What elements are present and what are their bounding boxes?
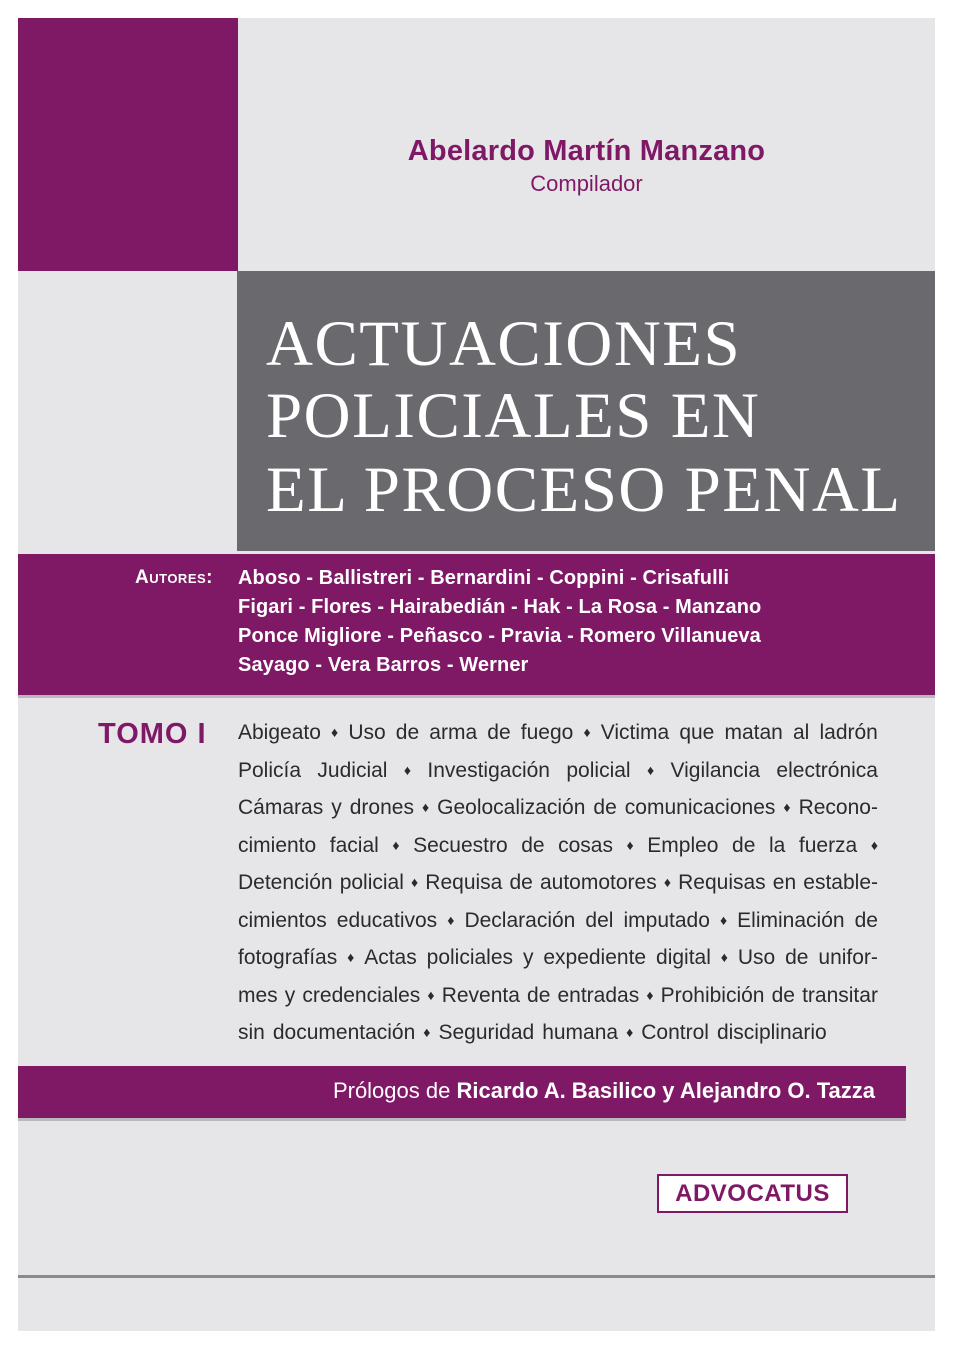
topic-word: Victima [600,721,670,744]
topic-word: fuerza [798,833,858,857]
diamond-bullet-icon: ♦ [331,724,339,740]
topic-word: al [792,721,810,744]
topic-word: de [771,983,795,1007]
diamond-bullet-icon: ♦ [626,1024,634,1040]
topic-word: Recono- [798,796,878,819]
topic-word: cosas [558,833,613,857]
diamond-bullet-icon: ♦ [347,949,355,965]
topic-line [238,977,878,1015]
topic-word: y [522,946,534,969]
topic-word: que [679,721,715,744]
diamond-bullet-icon: ♦ [646,761,655,778]
topic-word: Geolocalización [437,796,586,819]
topic-word: Declaración [464,908,576,932]
topic-word: Empleo [647,833,719,857]
topic-word: facial [329,833,379,857]
compiler-role: Compilador [530,171,643,196]
authors-line-2: Figari - Flores - Hairabedián - Hak - La Rosa - Manzano [238,596,762,618]
authors-line-3: Ponce Migliore - Peñasco - Pravia - Romero Villanueva [238,625,761,647]
topic-word: sin [238,1021,265,1044]
topic-line [238,1014,878,1052]
diamond-bullet-icon: ♦ [646,986,654,1003]
topic-word: Control [641,1021,709,1044]
topic-word: ladrón [819,721,878,744]
diamond-bullet-icon: ♦ [447,911,455,928]
publisher-logo: ADVOCATUS [657,1174,848,1213]
topic-word: Uso [348,721,386,744]
diamond-bullet-icon: ♦ [720,949,728,965]
compiler-block [238,133,935,199]
topic-word: cimientos [238,908,327,932]
topic-line [238,827,878,865]
topic-word: matan [724,721,783,744]
topic-word: Seguridad [438,1021,535,1044]
bottom-rule [18,1275,935,1278]
book-title-line-2: POLICIALES EN [266,380,761,452]
compiler-name: Abelardo Martín Manzano [407,135,766,167]
diamond-bullet-icon: ♦ [392,836,400,853]
diamond-bullet-icon: ♦ [411,874,419,890]
topic-word: de [732,833,756,857]
diamond-bullet-icon: ♦ [403,761,412,778]
topic-word: policial [339,871,404,894]
topic-word: electrónica [776,758,878,782]
topic-line [238,864,878,902]
topic-word: estable- [803,871,878,894]
topic-word: expediente [543,946,647,969]
topic-word: Judicial [317,758,388,782]
topic-word: humana [542,1021,619,1044]
topic-word: de [487,721,511,744]
topic-word: Abigeato [238,721,321,744]
topic-word: Eliminación [737,908,845,932]
topic-word: educativos [336,908,438,932]
topic-word: y [331,796,342,819]
topic-line [238,902,878,940]
topic-line [238,752,878,790]
topic-word: policiales [426,946,514,969]
topic-word: en [772,871,797,894]
topic-word: de [509,871,533,894]
topic-word: de [527,983,551,1007]
topic-word: de [854,908,878,932]
topic-word: Vigilancia [670,758,761,782]
topic-word: Reventa [441,983,520,1007]
topic-word: Prohibición [660,983,765,1007]
diamond-bullet-icon: ♦ [663,874,671,890]
topic-word: imputado [623,908,710,932]
topic-word: Uso [737,946,776,969]
topic-word: transitar [802,983,878,1007]
authors-line-1: Aboso - Ballistreri - Bernardini - Coppini - Crisafulli [238,567,730,589]
topic-word: fuego [520,721,574,744]
topic-word: Investigación [427,758,550,782]
title-block [237,271,935,551]
topic-word: fotografías [238,946,338,969]
topic-word: Requisas [678,871,766,894]
diamond-bullet-icon: ♦ [583,724,591,740]
topic-word: digital [656,946,711,969]
topic-word: unifor- [818,946,878,969]
topic-word: cimiento [238,833,317,857]
diamond-bullet-icon: ♦ [421,799,430,815]
topic-word: Policía [238,758,302,782]
topic-word: de [395,721,420,744]
topic-word: drones [349,796,414,819]
authors-label: Autores: [135,567,213,588]
diamond-bullet-icon: ♦ [870,836,878,853]
prologue-names: Ricardo A. Basilico y Alejandro O. Tazza [456,1078,875,1103]
book-title-line-3: EL PROCESO PENAL [266,454,902,526]
topic-word: del [585,908,614,932]
topic-word: Detención [238,871,333,894]
authors-line-4: Sayago - Vera Barros - Werner [238,654,529,676]
diamond-bullet-icon: ♦ [423,1024,431,1040]
topic-word: Requisa [425,871,503,894]
prologue-text [333,1078,875,1104]
topic-word: arma [429,721,478,744]
topic-word: entradas [557,983,640,1007]
topic-word: la [768,833,786,857]
topic-word: de [785,946,809,969]
topic-word: disciplinario [716,1021,827,1044]
diamond-bullet-icon: ♦ [783,799,791,815]
topic-word: comunicaciones [624,796,776,819]
book-cover [18,18,935,1331]
diamond-bullet-icon: ♦ [719,911,728,928]
topic-word: de [521,833,545,857]
diamond-bullet-icon: ♦ [626,836,634,853]
topic-word: Cámaras [238,796,324,819]
volume-label: TOMO I [98,718,207,750]
topic-line [238,789,878,827]
prologue-band [18,1066,906,1121]
book-title-line-1: ACTUACIONES [266,308,742,380]
topic-word: y [284,983,296,1007]
topic-word: Actas [364,946,417,969]
prologue-prefix: Prólogos de [332,1078,451,1103]
authors-band [18,554,935,698]
topic-word: documentación [272,1021,416,1044]
diamond-bullet-icon: ♦ [427,986,435,1003]
topic-word: de [593,796,617,819]
topic-line [238,714,878,752]
topic-word: credenciales [302,983,421,1007]
topics-list [238,714,878,1052]
topic-word: automotores [539,871,657,894]
purple-corner-block [18,18,238,271]
topic-word: policial [566,758,631,782]
topic-line [238,939,878,977]
topic-word: Secuestro [413,833,508,857]
topic-word: mes [238,983,278,1007]
